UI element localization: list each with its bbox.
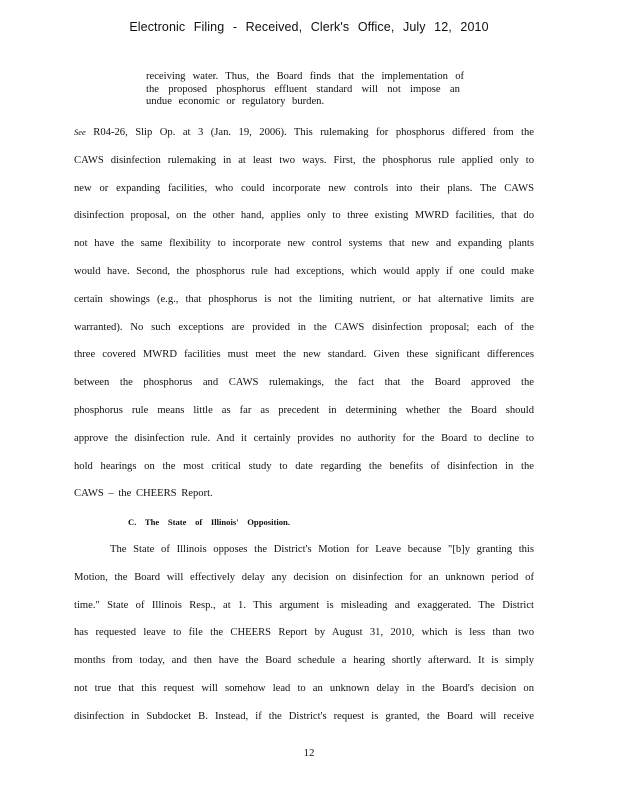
- paragraph-line: time." State of Illinois Resp., at 1. This argument is misleading and exaggerated. The District: [74, 599, 534, 611]
- quote-line: undue economic or regulatory burden.: [146, 96, 325, 108]
- quote-line: the proposed phosphorus effluent standard will not impose an: [146, 83, 460, 95]
- paragraph-line: approve the disinfection rule. And it certainly provides no authority for the Board to decline to: [74, 432, 534, 444]
- quote-line: receiving water. Thus, the Board finds that the implementation of: [146, 71, 465, 82]
- paragraph-line: three covered MWRD facilities must meet the new standard. Given these significant differences: [74, 349, 534, 361]
- paragraph-state-opposition: [74, 536, 534, 731]
- paragraph-line: [74, 119, 534, 147]
- paragraph-line: hold hearings on the most critical study to date regarding the benefits of disinfection in the: [74, 460, 534, 472]
- paragraph-line: not true that this request will somehow lead to an unknown delay in the Board's decision on: [74, 682, 534, 694]
- paragraph-line: between the phosphorus and CAWS rulemakings, the fact that the Board approved the: [74, 377, 534, 389]
- page-number: 12: [303, 747, 315, 759]
- paragraph-line: Motion, the Board will effectively delay any decision on disinfection for an unknown period of: [74, 571, 534, 583]
- paragraph-line: CAWS – the CHEERS Report.: [74, 488, 213, 500]
- block-quote: [146, 71, 466, 109]
- paragraph-line: warranted). No such exceptions are provided in the CAWS disinfection proposal; each of the: [74, 321, 534, 333]
- paragraph-phosphorus-comparison: [74, 119, 534, 508]
- paragraph-line: disinfection proposal, on the other hand, applies only to three existing MWRD facilities, that do: [74, 210, 534, 222]
- paragraph-line: has requested leave to file the CHEERS Report by August 31, 2010, which is less than two: [74, 627, 534, 639]
- paragraph-line: The State of Illinois opposes the District's Motion for Leave because "[b]y granting this: [110, 544, 534, 555]
- paragraph-line: would have. Second, the phosphorus rule had exceptions, which would apply if one could make: [74, 265, 534, 277]
- paragraph-line: CAWS disinfection rulemaking in at least two ways. First, the phosphorus rule applied only to: [74, 154, 534, 166]
- section-heading: C. The State of Illinois' Opposition.: [128, 517, 290, 527]
- paragraph-line: phosphorus rule means little as far as precedent in determining whether the Board should: [74, 404, 534, 416]
- paragraph-line: disinfection in Subdocket B. Instead, if the District's request is granted, the Board will receive: [74, 710, 534, 722]
- paragraph-line: certain showings (e.g., that phosphorus is not the limiting nutrient, or hat alternative limits are: [74, 293, 534, 305]
- paragraph-line: new or expanding facilities, who could incorporate new controls into their plans. The CAWS: [74, 182, 534, 194]
- see-signal: See: [74, 127, 86, 137]
- paragraph-line: months from today, and then have the Board schedule a hearing shortly afterward. It is simply: [74, 655, 534, 667]
- filing-stamp-header: Electronic Filing - Received, Clerk's Office, July 12, 2010: [129, 20, 489, 34]
- citation-text: R04-26, Slip Op. at 3 (Jan. 19, 2006). This rulemaking for phosphorus differed from the: [85, 127, 534, 138]
- paragraph-line: not have the same flexibility to incorporate new control systems that new and expanding plants: [74, 238, 534, 250]
